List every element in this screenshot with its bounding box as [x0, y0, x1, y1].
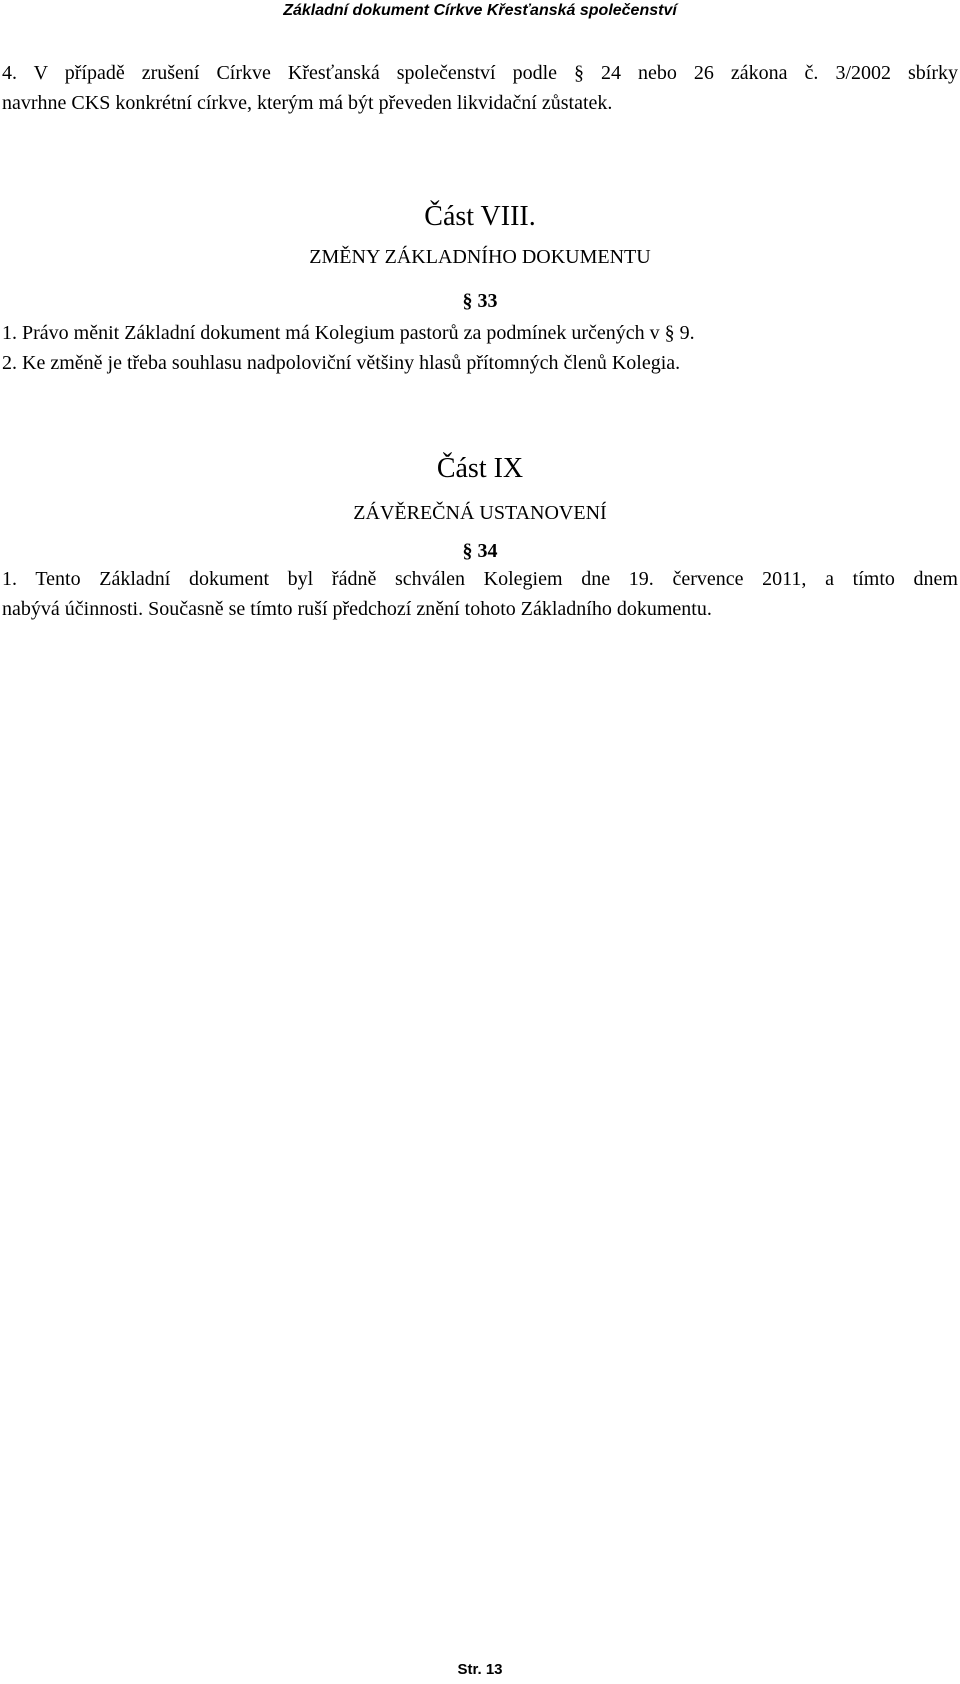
part-8-item-1: 1. Právo měnit Základní dokument má Kolegium pastorů za podmínek určených v § 9. — [2, 322, 695, 344]
part-8-item-2: 2. Ke změně je třeba souhlasu nadpoloviční většiny hlasů přítomných členů Kolegia. — [2, 352, 681, 374]
document-header: Základní dokument Církve Křesťanská společenství — [283, 2, 677, 19]
paragraph-34: § 34 — [462, 540, 498, 562]
paragraph-33: § 33 — [462, 290, 498, 312]
part-8-title: Část VIII. — [424, 201, 536, 232]
item-4-line-1: 4. V případě zrušení Církve Křesťanská společenství podle § 24 nebo 26 zákona č. 3/2002 sbírky — [2, 62, 958, 84]
part-9-item-1-line-1: 1. Tento Základní dokument byl řádně schválen Kolegiem dne 19. července 2011, a tímto dnem — [2, 568, 958, 590]
item-4-line-2: navrhne CKS konkrétní církve, kterým má být převeden likvidační zůstatek. — [2, 92, 613, 114]
part-8-subtitle: ZMĚNY ZÁKLADNÍHO DOKUMENTU — [309, 246, 651, 268]
document-body — [0, 58, 960, 624]
part-9-item-1-line-2: nabývá účinnosti. Současně se tímto ruší předchozí znění tohoto Základního dokumentu. — [2, 598, 712, 620]
page-number: Str. 13 — [457, 1661, 503, 1678]
part-9-title: Část IX — [436, 453, 524, 484]
part-9-subtitle: ZÁVĚREČNÁ USTANOVENÍ — [353, 502, 607, 524]
